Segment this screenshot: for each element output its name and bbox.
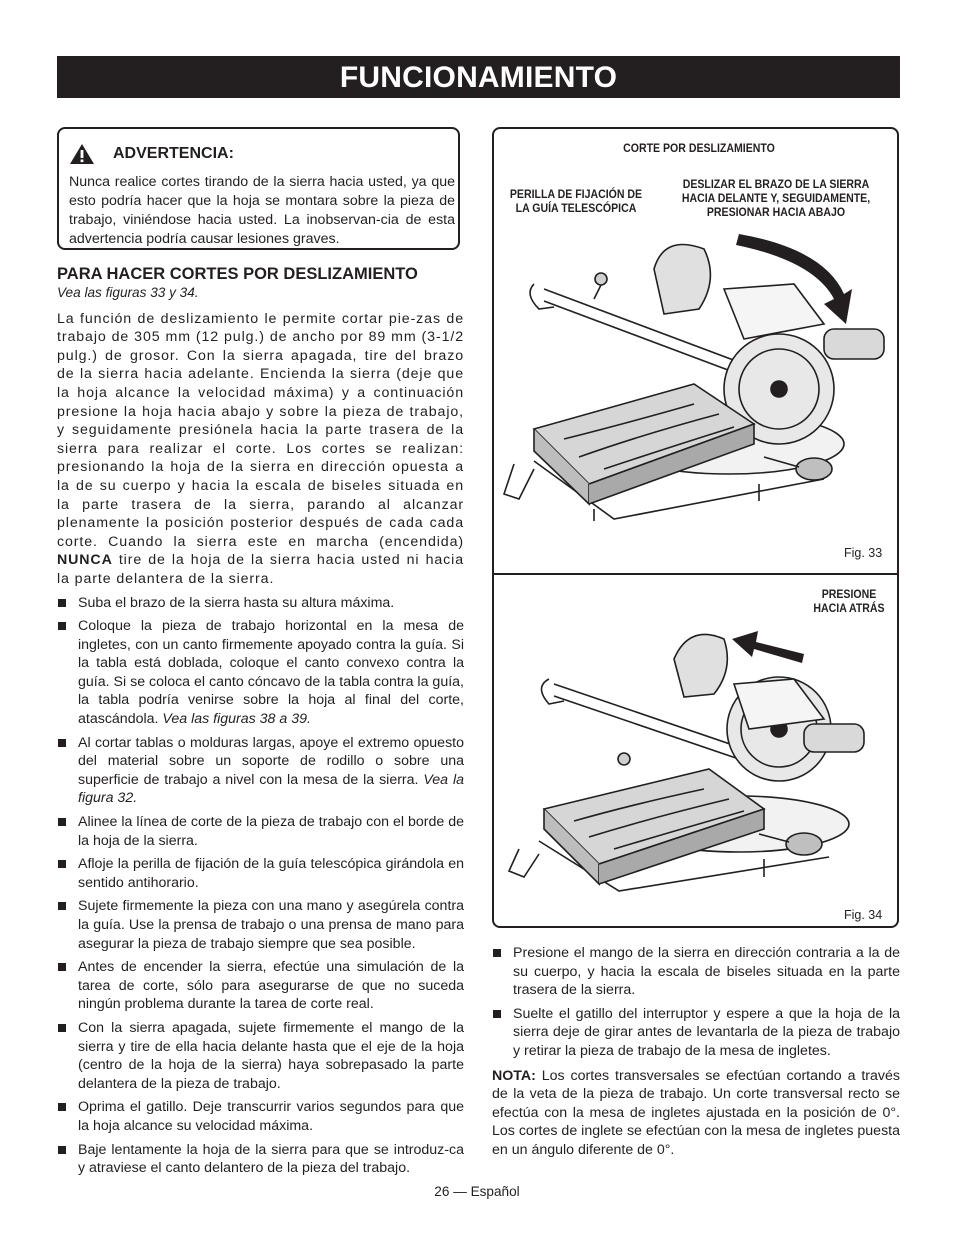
fig33-miter-saw-illustration bbox=[494, 229, 899, 529]
list-item-text: Baje lentamente la hoja de la sierra para que se introduz-ca y atraviese el canto delantero de la pieza del trabajo. bbox=[78, 1141, 464, 1177]
fig33-knob-callout: PERILLA DE FIJACIÓN DE LA GUÍA TELESCÓPICA bbox=[509, 187, 643, 215]
list-item bbox=[492, 1005, 900, 1061]
section-title: PARA HACER CORTES POR DESLIZAMIENTO bbox=[57, 265, 418, 283]
note-label: NOTA: bbox=[492, 1067, 536, 1084]
bullet-square-icon bbox=[58, 622, 66, 630]
list-item bbox=[492, 944, 900, 1000]
intro-text-1: La función de deslizamiento le permite cortar pie-zas de trabajo de 305 mm (12 pulg.) de ancho por 89 mm (3-1/2 pulg.) de grosor. Con la sierra apagada, tire del brazo de la sierra hacia adelante. Encienda la sierra (deje que la hoja alcance la velocidad máxima) y a continuación presione la hoja hacia abajo y sobre la pieza de trabajo, y seguidamente presiónela hacia la parte trasera de la sierra para realizar el corte. Los cortes se realizan: presionando la hoja de la sierra en dirección opuesta a la de su cuerpo y hacia la escala de biseles situada en la parte trasera de la sierra, parando al alcanzar plenamente la posición posterior después de cada cada corte. Cuando la sierra este en marcha (encendida) bbox=[57, 310, 464, 550]
bullet-square-icon bbox=[58, 1103, 66, 1111]
list-item bbox=[57, 1019, 464, 1093]
list-item-text: Presione el mango de la sierra en dirección contraria a la de su cuerpo, y hacia la escala de biseles situada en la parte trasera de la sierra. bbox=[513, 945, 900, 999]
step-list bbox=[57, 594, 464, 1178]
right-step-list bbox=[492, 944, 900, 1061]
list-item-text: Suba el brazo de la sierra hasta su altura máxima. bbox=[78, 594, 395, 611]
list-item-text: Oprima el gatillo. Deje transcurrir varios segundos para que la hoja alcance su velocidad máxima. bbox=[78, 1099, 464, 1134]
list-item bbox=[57, 813, 464, 850]
list-item bbox=[57, 958, 464, 1014]
bullet-square-icon bbox=[58, 739, 66, 747]
figure-divider bbox=[494, 573, 897, 575]
warning-heading bbox=[69, 143, 234, 165]
section-figure-ref: Vea las figuras 33 y 34. bbox=[57, 285, 199, 300]
intro-text-2: tire de la hoja de la sierra hacia usted ni hacia la parte delantera de la sierra. bbox=[57, 552, 464, 587]
fig34-label: Fig. 34 bbox=[844, 908, 883, 922]
list-item-text: Antes de encender la sierra, efectúe una simulación de la tarea de corte, sólo para asegurarse de que no suceda ningún problema durante la tarea de corte real. bbox=[78, 959, 464, 1013]
warning-title: ADVERTENCIA: bbox=[113, 145, 234, 162]
fig34-miter-saw-illustration bbox=[494, 609, 899, 899]
bullet-square-icon bbox=[58, 963, 66, 971]
fig33-action-callout: DESLIZAR EL BRAZO DE LA SIERRA HACIA DELANTE Y, SEGUIDAMENTE, PRESIONAR HACIA ABAJO bbox=[681, 177, 871, 219]
warning-box bbox=[57, 127, 460, 250]
warning-triangle-icon bbox=[69, 143, 95, 165]
list-item-figure-ref: Vea la figura 32. bbox=[78, 771, 464, 807]
right-column bbox=[492, 944, 900, 1160]
intro-warning-word: NUNCA bbox=[57, 552, 113, 569]
warning-text: Nunca realice cortes tirando de la sierra hacia usted, ya que esto podría hacer que la hoja se montara sobre la pieza de trabajo, viniéndose hacia usted. La inobservan-cia de esta advertencia podría causar lesiones graves. bbox=[69, 174, 455, 247]
list-item bbox=[57, 855, 464, 892]
bullet-square-icon bbox=[493, 949, 501, 957]
list-item-figure-ref: Vea las figuras 38 a 39. bbox=[162, 711, 311, 728]
page-header: FUNCIONAMIENTO bbox=[57, 56, 900, 98]
list-item-text: Coloque la pieza de trabajo horizontal en la mesa de ingletes, con un canto firmemente apoyado contra la guía. Si la tabla está doblada, coloque el canto convexo contra la guía. Si se coloca el canto cóncavo de la tabla contra la guía, la tabla podría venirse sobre la hoja al final del corte, atascándola. bbox=[78, 618, 464, 728]
note-text: Los cortes transversales se efectúan cortando a través de la veta de la pieza de trabajo. Un corte transversal recto se efectúa con la mesa de ingletes ajustada en la posición de 0°. Los cortes de inglete se efectúan con la mesa de ingletes puesta en un ángulo diferente de 0°. bbox=[492, 1067, 900, 1158]
left-column bbox=[57, 264, 464, 1183]
bullet-square-icon bbox=[58, 860, 66, 868]
fig33-title: CORTE POR DESLIZAMIENTO bbox=[623, 141, 775, 155]
list-item-text: Con la sierra apagada, sujete firmemente el mango de la sierra y tire de ella hacia delante hasta que el eje de la hoja (centro de la hoja de la sierra) haya sobrepasado la parte delantera de la pieza de trabajo. bbox=[78, 1019, 464, 1092]
list-item bbox=[57, 1098, 464, 1135]
list-item bbox=[57, 617, 464, 729]
bullet-square-icon bbox=[58, 818, 66, 826]
intro-paragraph bbox=[57, 310, 464, 589]
list-item-text: Sujete firmemente la pieza con una mano y asegúrela contra la guía. Use la prensa de trabajo o una prensa de mano para asegurar la pieza de trabajo siempre que sea posible. bbox=[78, 898, 464, 952]
fig33-label: Fig. 33 bbox=[844, 546, 883, 560]
page-footer: 26 — Español bbox=[434, 1184, 520, 1199]
figures-box bbox=[492, 127, 899, 928]
bullet-square-icon bbox=[493, 1010, 501, 1018]
bullet-square-icon bbox=[58, 1024, 66, 1032]
bullet-square-icon bbox=[58, 902, 66, 910]
list-item bbox=[57, 594, 464, 613]
list-item-text: Afloje la perilla de fijación de la guía telescópica girándola en sentido antihorario. bbox=[78, 856, 464, 891]
note-paragraph bbox=[492, 1067, 900, 1160]
list-item bbox=[57, 1141, 464, 1178]
bullet-square-icon bbox=[58, 1146, 66, 1154]
list-item-text: Alinee la línea de corte de la pieza de trabajo con el borde de la hoja de la sierra. bbox=[78, 814, 464, 849]
fig34-push-callout: PRESIONE HACIA ATRÁS bbox=[813, 587, 885, 615]
list-item bbox=[57, 734, 464, 808]
bullet-square-icon bbox=[58, 599, 66, 607]
list-item-text: Al cortar tablas o molduras largas, apoye el extremo opuesto del material sobre un soporte de rodillo o sobre una superficie de trabajo a nivel con la mesa de la sierra. bbox=[78, 734, 464, 788]
list-item-text: Suelte el gatillo del interruptor y espere a que la hoja de la sierra deje de girar antes de levantarla de la pieza de trabajo y retirar la pieza de trabajo de la mesa de ingletes. bbox=[513, 1005, 900, 1059]
list-item bbox=[57, 897, 464, 953]
